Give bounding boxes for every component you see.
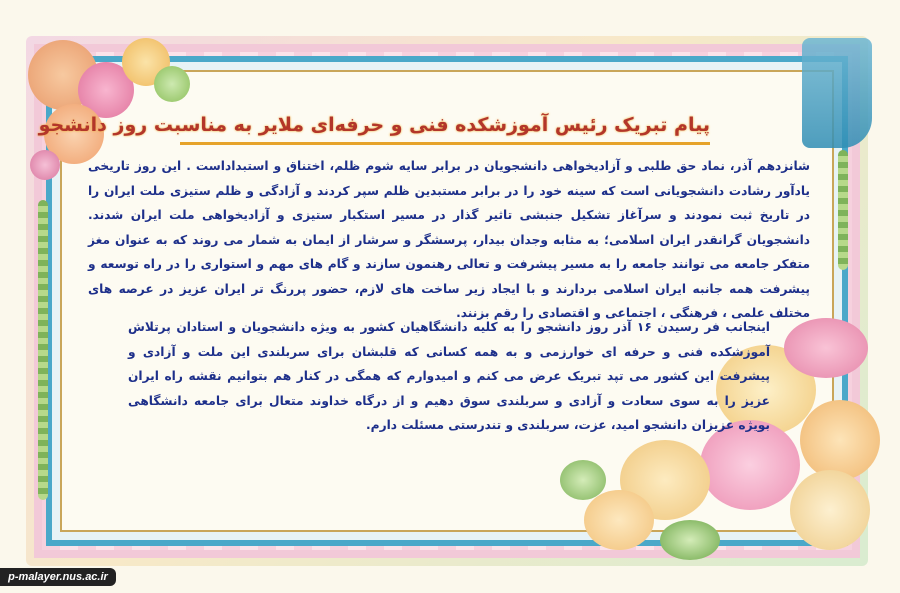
right-vine	[838, 150, 848, 270]
corner-ornament	[802, 38, 872, 148]
site-watermark: p-malayer.nus.ac.ir	[0, 568, 116, 586]
left-vine	[38, 200, 48, 500]
card-title: پیام تبریک رئیس آموزشکده فنی و حرفه‌ای ملایر به مناسبت روز دانشجو	[180, 108, 710, 145]
message-paragraph-2: اینجانب فر رسیدن ۱۶ آذر روز دانشجو را به کلیه دانشگاهیان کشور به ویژه دانشجویان و استادان پرتلاش آموزشکده فنی و حرفه ای خوارزمی و به همه کسانی که قلبشان برای سربلندی این ملت و آزادی و پیشرفت این کشور می تپد تبریک عرض می کنم و امیدوارم که همگی در کنار هم بتوانیم نقشه راه ایران عزیز را به سوی سعادت و آزادی و سربلندی سوق دهیم و از درگاه خداوند متعال برای جامعه دانشگاهی بویژه عزیزان دانشجو امید، عزت، سربلندی و تندرستی مسئلت دارم.	[128, 320, 770, 432]
message-paragraph-1: شانزدهم آذر، نماد حق طلبی و آزادیخواهی دانشجویان در برابر سایه شوم ظلم، اختناق و استبداداست . این روز تاریخی یادآور رشادت دانشجویانی است که سینه خود را در برابر مستبدین ظلم سپر کردند و آزادگی و ظلم ستیزی ملت ایران را در تاریخ ثبت نمودند و سرآغاز تشکیل جنبشی تاثیر گذار در مسیر استکبار ستیزی و آزادیخواهی ملت ایران شدند. دانشجویان گرانقدر ایران اسلامی؛ به مثابه وجدان بیدار، پرسشگر و سرشار از ایمان به شمار می روند که به عنوان مغز متفکر جامعه می توانند جامعه را به مسیر پیشرفت و تعالی رهنمون سازند و گام های مهم و استواری را در راه توسعه و پیشرفت همه جانبه ایران اسلامی بردارند و با ایجاد زیر ساخت های لازم، حضور پررنگ تر ایران عزیز در عرصه های مختلف علمی ، فرهنگی ، اجتماعی و اقتصادی را رقم بزنند.	[88, 159, 810, 320]
